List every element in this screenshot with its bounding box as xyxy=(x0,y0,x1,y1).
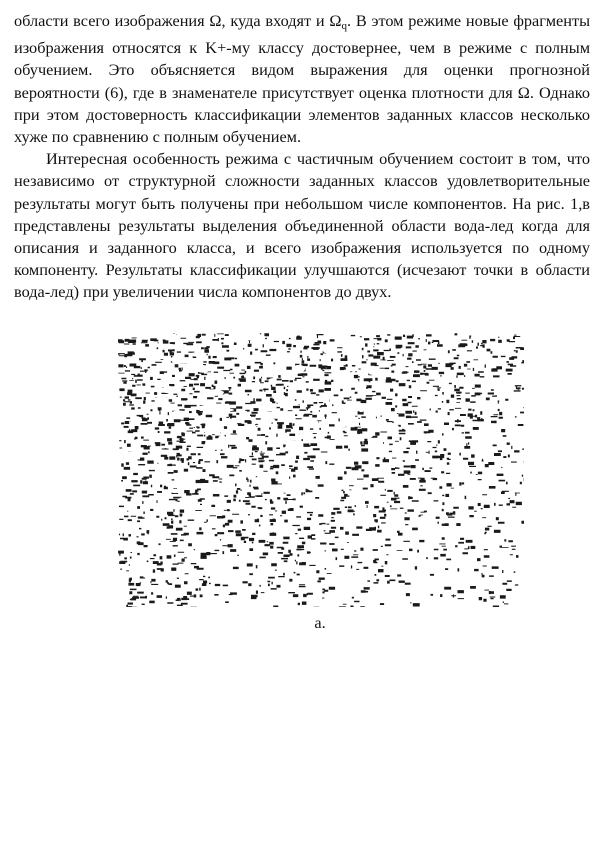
omega-q-subscript: q xyxy=(341,20,348,32)
omega-q-symbol: Ω xyxy=(329,11,342,30)
paragraph-2: Интересная особенность режима с частичным обучением состоит в том, что независимо от структурной сложности заданных классов удовлетворительные результаты могут быть получены при небольшом числе компонентов. На рис. 1,в представлены результаты выделения объединенной области вода-лед когда для описания и заданного класса, и всего изображения используется по одному компоненту. Результаты классификации улучшаются (исчезают точки в области вода-лед) при увеличении числа компонентов до двух. xyxy=(14,149,590,302)
k-plus-symbol: + xyxy=(217,38,227,58)
figure-image xyxy=(118,333,524,607)
speckle-texture-image xyxy=(118,333,524,607)
body-text xyxy=(14,10,590,304)
omega-symbol: Ω xyxy=(209,11,222,30)
omega-symbol-2: Ω xyxy=(517,82,530,102)
k-symbol: K xyxy=(205,38,218,58)
paragraph-1: области всего изображения Ω, куда входят и $\Omega_q$. В этом режиме новые фрагменты изображения относятся к K+-му классу достовернее, чем в режиме с полным обучением. Это объясняется видом выражения для оценки прогнозной вероятности (6), где в знаменателе присутствует оценка плотности для Ω. Однако при этом достоверность классификации элементов заданных классов несколько хуже по сравнению с полным обучением. xyxy=(14,11,591,147)
figure-caption: а. xyxy=(314,613,326,632)
